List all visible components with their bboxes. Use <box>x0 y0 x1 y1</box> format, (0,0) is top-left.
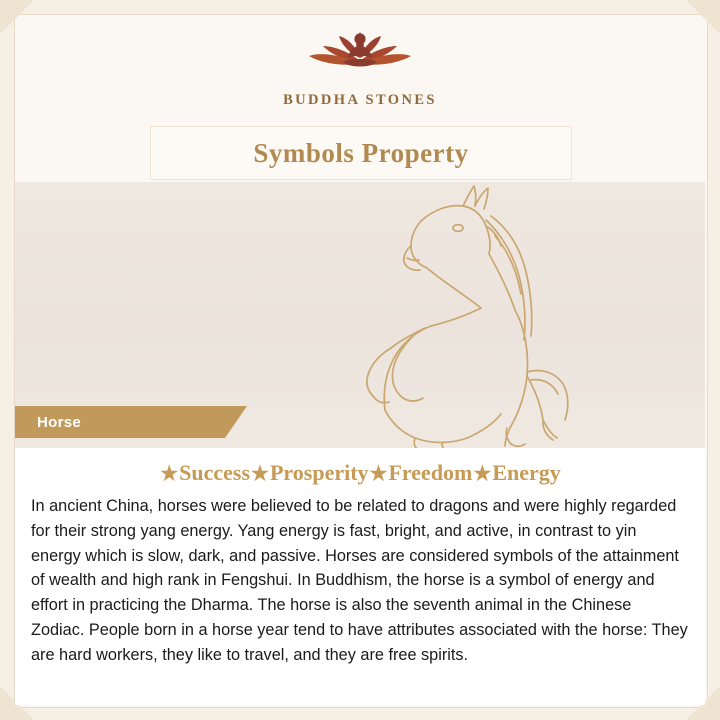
keyword-freedom: Freedom <box>388 460 473 485</box>
star-icon: ★ <box>473 463 492 485</box>
keyword-list <box>15 448 705 492</box>
description-text: In ancient China, horses were believed to be related to dragons and were highly regarded for their strong yang energy. Yang energy is fast, bright, and active, in contrast to yin energy which is slow, dark, and passive. Horses are considered symbols of the attainment of wealth and high rank in Fengshui. In Buddhism, the horse is a symbol of energy and effort in practicing the Dharma. The horse is also the seventh animal in the Chinese Zodiac. People born in a horse year tend to have attributes associated with the horse: They are hard workers, they like to travel, and they are free spirits. <box>31 497 688 664</box>
title-banner <box>150 126 572 180</box>
keyword-energy: Energy <box>492 460 561 485</box>
page-title: Symbols Property <box>253 137 469 168</box>
star-icon: ★ <box>369 463 388 485</box>
star-icon: ★ <box>251 463 269 485</box>
brand-header <box>0 18 720 109</box>
ribbon-tip <box>225 406 247 438</box>
keyword-prosperity: Prosperity <box>269 460 369 485</box>
description-panel <box>15 448 705 705</box>
subject-label: Horse <box>37 413 82 431</box>
lotus-meditation-icon <box>285 18 435 90</box>
brand-name: BUDDHA STONES <box>283 92 437 108</box>
star-icon: ★ <box>160 463 179 485</box>
keyword-success: Success <box>179 460 251 485</box>
subject-label-ribbon <box>15 406 225 438</box>
